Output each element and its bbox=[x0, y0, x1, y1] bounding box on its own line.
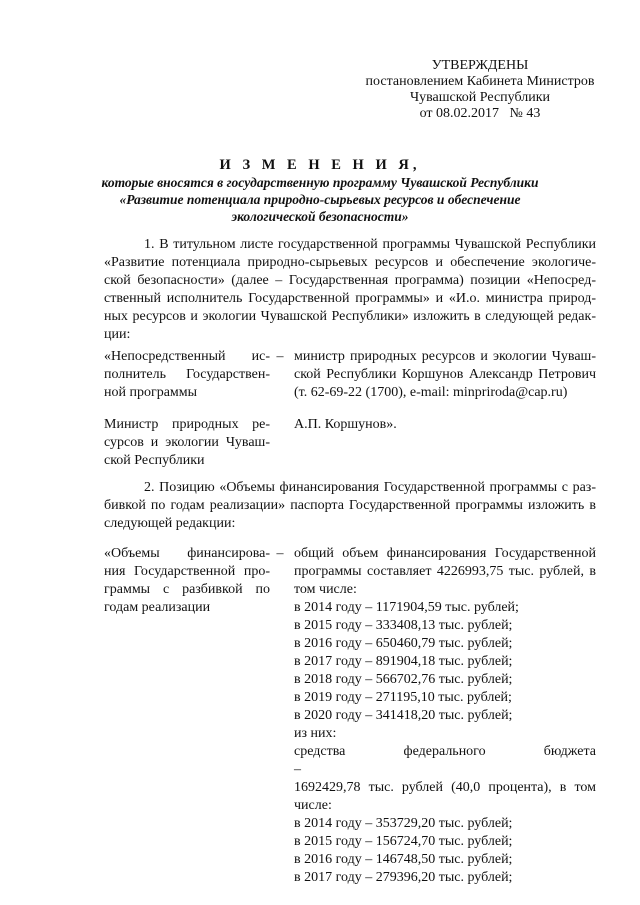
paragraph-1 bbox=[104, 236, 596, 344]
label-line: сурсов и экологии Чуваш- bbox=[104, 435, 270, 450]
year-amount-line: в 2015 году – 156724,70 тыс. рублей; bbox=[294, 834, 513, 849]
paragraph-line: следующей редакции: bbox=[104, 516, 236, 531]
document-title bbox=[100, 156, 540, 225]
label-line: полнитель Государствен- bbox=[104, 367, 270, 382]
value-line: средства федерального бюджета – bbox=[294, 744, 596, 777]
paragraph-line: ции: bbox=[104, 327, 131, 342]
title-main: И З М Е Н Е Н И Я, bbox=[219, 157, 421, 173]
value-line: ской Республики Коршунов Александр Петрович bbox=[294, 367, 596, 382]
title-subtitle-line: «Развитие потенциала природно-сырьевых ресурсов и обеспечение bbox=[119, 192, 521, 207]
position-label bbox=[104, 348, 270, 402]
year-amount-line: в 2015 году – 333408,13 тыс. рублей; bbox=[294, 618, 513, 633]
value-line: том числе: bbox=[294, 582, 357, 597]
title-subtitle-line: которые вносятся в государственную программу Чувашской Республики bbox=[101, 175, 539, 190]
value-line: А.П. Коршунов». bbox=[294, 417, 397, 432]
approval-line: постановлением Кабинета Министров bbox=[365, 74, 595, 89]
year-amount-line: в 2014 году – 1171904,59 тыс. рублей; bbox=[294, 600, 519, 615]
label-line: ния Государственной про- bbox=[104, 564, 270, 579]
dash-separator: – bbox=[276, 349, 284, 364]
value-line: общий объем финансирования Государственной bbox=[294, 546, 596, 561]
year-amount-line: в 2014 году – 353729,20 тыс. рублей; bbox=[294, 816, 513, 831]
value-line: министр природных ресурсов и экологии Чуваш- bbox=[294, 349, 596, 364]
value-line: программы составляет 4226993,75 тыс. рублей, в bbox=[294, 564, 596, 579]
value-line: из них: bbox=[294, 726, 337, 741]
title-subtitle-line: экологической безопасности» bbox=[231, 209, 409, 224]
label-line: ской Республики bbox=[104, 453, 205, 468]
paragraph-line: ской безопасности» (далее – Государственная программа) позиции «Непосред- bbox=[104, 273, 596, 288]
paragraph-line: 1. В титульном листе государственной программы Чувашской Республики bbox=[144, 237, 596, 252]
value-line: числе: bbox=[294, 798, 332, 813]
label-line: «Объемы финансирова- bbox=[104, 546, 270, 561]
approval-stamp bbox=[360, 58, 600, 122]
approval-heading: УТВЕРЖДЕНЫ bbox=[431, 58, 529, 73]
year-amount-line: в 2016 году – 650460,79 тыс. рублей; bbox=[294, 636, 513, 651]
position-label bbox=[104, 416, 270, 470]
year-amount-line: в 2017 году – 279396,20 тыс. рублей; bbox=[294, 870, 513, 885]
minister-signature bbox=[294, 416, 596, 434]
label-line: Министр природных ре- bbox=[104, 417, 270, 432]
paragraph-line: ных ресурсов и экологии Чувашской Республики» изложить в следующей редак- bbox=[104, 309, 596, 324]
year-amount-line: в 2017 году – 891904,18 тыс. рублей; bbox=[294, 654, 513, 669]
paragraph-line: бивкой по годам реализации» паспорта Государственной программы изложить в bbox=[104, 498, 596, 513]
paragraph-line: 2. Позицию «Объемы финансирования Государственной программы с раз- bbox=[144, 480, 596, 495]
financing-label bbox=[104, 545, 270, 617]
year-amount-line: в 2019 году – 271195,10 тыс. рублей; bbox=[294, 690, 512, 705]
label-line: ной программы bbox=[104, 385, 198, 400]
position-value bbox=[294, 348, 596, 402]
paragraph-line: «Развитие потенциала природно-сырьевых ресурсов и обеспечение экологиче- bbox=[104, 255, 596, 270]
label-line: годам реализации bbox=[104, 600, 211, 615]
paragraph-2 bbox=[104, 479, 596, 533]
label-line: «Непосредственный ис- bbox=[104, 349, 270, 364]
value-line: 1692429,78 тыс. рублей (40,0 процента), в том bbox=[294, 780, 596, 795]
year-amount-line: в 2020 году – 341418,20 тыс. рублей; bbox=[294, 708, 513, 723]
year-amount-line: в 2016 году – 146748,50 тыс. рублей; bbox=[294, 852, 513, 867]
dash-separator: – bbox=[276, 546, 284, 561]
financing-value bbox=[294, 545, 596, 887]
paragraph-line: ственный исполнитель Государственной программы» и «И.о. министра природ- bbox=[104, 291, 596, 306]
value-line: (т. 62-69-22 (1700), e-mail: minpriroda@cap.ru) bbox=[294, 385, 568, 400]
approval-date-number: от 08.02.2017 № 43 bbox=[419, 106, 541, 121]
year-amount-line: в 2018 году – 566702,76 тыс. рублей; bbox=[294, 672, 513, 687]
approval-line: Чувашской Республики bbox=[409, 90, 551, 105]
label-line: граммы с разбивкой по bbox=[104, 582, 270, 597]
